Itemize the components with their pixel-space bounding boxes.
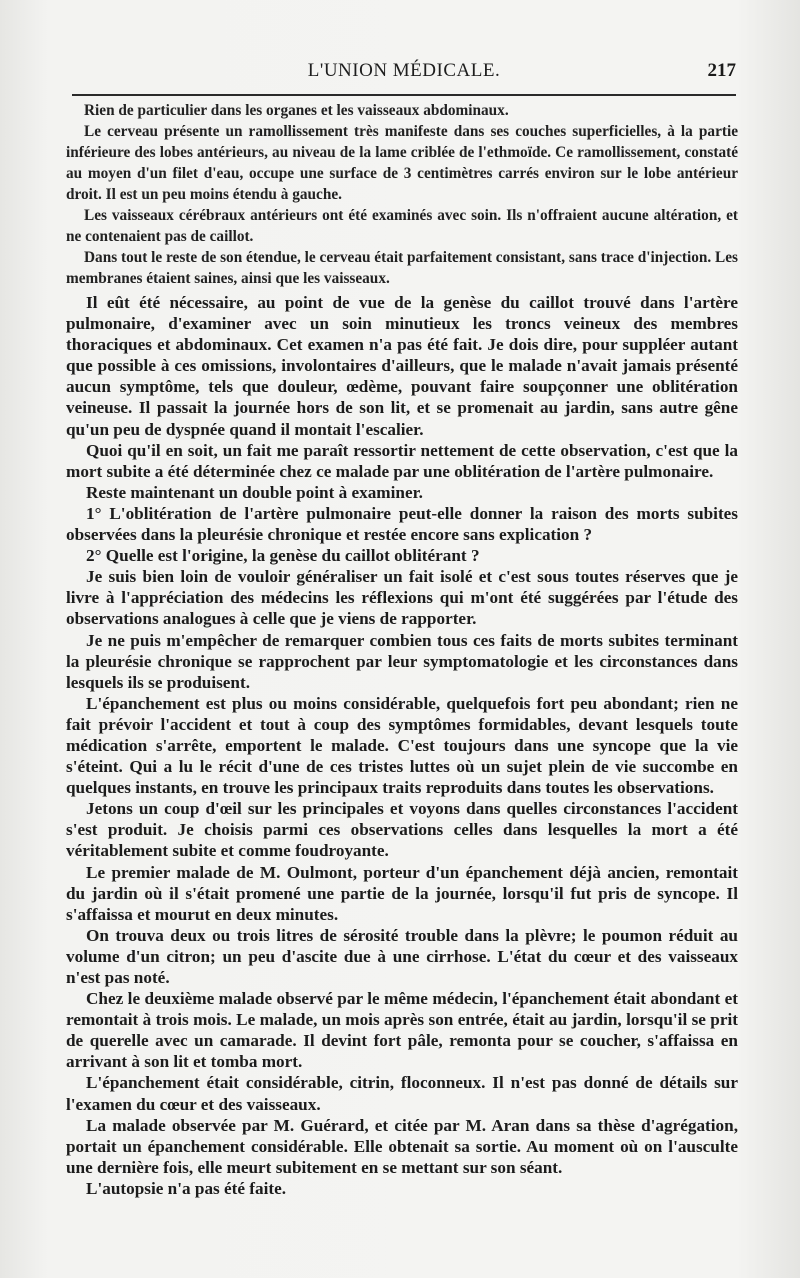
paragraph: Jetons un coup d'œil sur les principales et voyons dans quelles circonstances l'accident s'est produit. Je choisis parmi ces observations celles dans lesquelles la mort a été véritablement subite et comme foudroyante. <box>66 799 738 861</box>
paragraph: L'épanchement est plus ou moins considérable, quelquefois fort peu abondant; rien ne fait prévoir l'accident et tout à coup des symptômes formidables, devant lesquels toute médication s'arrête, emportent le malade. C'est toujours dans une syncope que la vie s'éteint. Qui a lu le récit d'une de ces tristes luttes où un sujet plein de vie succombe en quelques instants, en trouve les principaux traits reproduits dans toutes les observations. <box>66 693 738 798</box>
paragraph: Chez le deuxième malade observé par le même médecin, l'épanchement était abondant et remontait à trois mois. Le malade, un mois après son entrée, était au jardin, lorsqu'il se prit de querelle avec un camarade. Il devint fort pâle, remonta pour se coucher, s'affaissa en arrivant à son lit et tomba mort. <box>66 989 738 1072</box>
paragraph: On trouva deux ou trois litres de sérosité trouble dans la plèvre; le poumon réduit au volume d'un citron; un peu d'ascite due à une cirrhose. L'état du cœur et des vaisseaux n'est pas noté. <box>66 925 738 987</box>
paragraph: Les vaisseaux cérébraux antérieurs ont été examinés avec soin. Ils n'offraient aucune altération, et ne contenaient pas de caillot. <box>66 207 738 245</box>
paragraph: Quoi qu'il en soit, un fait me paraît ressortir nettement de cette observation, c'est que la mort subite a été déterminée chez ce malade par une oblitération de l'artère pulmonaire. <box>66 440 738 481</box>
paragraph: Il eût été nécessaire, au point de vue de la genèse du caillot trouvé dans l'artère pulmonaire, d'examiner avec un soin minutieux les troncs veineux des membres thoraciques et abdominaux. Cet examen n'a pas été fait. Je dois dire, pour suppléer autant que possible à ces omissions, involontaires d'ailleurs, que le malade n'avait jamais présenté aucun symptôme, tels que douleur, œdème, pouvant faire soupçonner une oblitération veineuse. Il passait la journée hors de son lit, et se promenait au jardin, sans autre gêne qu'un peu de dyspnée quand il montait l'escalier. <box>66 293 738 439</box>
paragraph: Le cerveau présente un ramollissement très manifeste dans ses couches superficielles, à la partie inférieure des lobes antérieurs, au niveau de la lame criblée de l'ethmoïde. Ce ramollissement, constaté au moyen d'un filet d'eau, occupe une surface de 3 centimètres carrés environ sur le lobe antérieur droit. Il est un peu moins étendu à gauche. <box>66 123 738 203</box>
autopsy-notes <box>66 100 738 289</box>
paragraph: 2° Quelle est l'origine, la genèse du caillot oblitérant ? <box>86 546 480 566</box>
page-header <box>72 60 736 86</box>
paragraph: La malade observée par M. Guérard, et citée par M. Aran dans sa thèse d'agrégation, portait un épanchement considérable. Elle obtenait sa sortie. Au moment où on l'ausculte une dernière fois, elle meurt subitement en se mettant sur son séant. <box>66 1115 738 1177</box>
page-number: 217 <box>707 60 736 81</box>
paragraph: Je ne puis m'empêcher de remarquer combien tous ces faits de morts subites terminant la pleurésie chronique se rapprochent par leur symptomatologie et les circonstances dans lesquels ils se produisent. <box>66 630 738 692</box>
paragraph: Dans tout le reste de son étendue, le cerveau était parfaitement consistant, sans trace d'injection. Les membranes étaient saines, ainsi que les vaisseaux. <box>66 249 738 287</box>
paragraph: Reste maintenant un double point à examiner. <box>86 482 423 502</box>
paragraph: L'autopsie n'a pas été faite. <box>86 1178 287 1198</box>
paragraph: Le premier malade de M. Oulmont, porteur d'un épanchement déjà ancien, remontait du jardin où il s'était promené une partie de la journée, lorsqu'il fut pris de syncope. Il s'affaissa et mourut en deux minutes. <box>66 862 738 924</box>
header-rule <box>72 94 736 96</box>
paragraph: Je suis bien loin de vouloir généraliser un fait isolé et c'est sous toutes réserves que je livre à l'appréciation des médecins les réflexions qui m'ont été suggérées par l'étude des observations analogues à celle que je viens de rapporter. <box>66 567 738 629</box>
main-text <box>66 292 738 1199</box>
paragraph: Rien de particulier dans les organes et les vaisseaux abdominaux. <box>84 102 509 119</box>
paragraph: 1° L'oblitération de l'artère pulmonaire peut-elle donner la raison des morts subites observées dans la pleurésie chronique et restée encore sans explication ? <box>66 503 738 545</box>
running-title: L'UNION MÉDICALE. <box>307 60 501 81</box>
paragraph: L'épanchement était considérable, citrin, floconneux. Il n'est pas donné de détails sur l'examen du cœur et des vaisseaux. <box>66 1073 738 1114</box>
